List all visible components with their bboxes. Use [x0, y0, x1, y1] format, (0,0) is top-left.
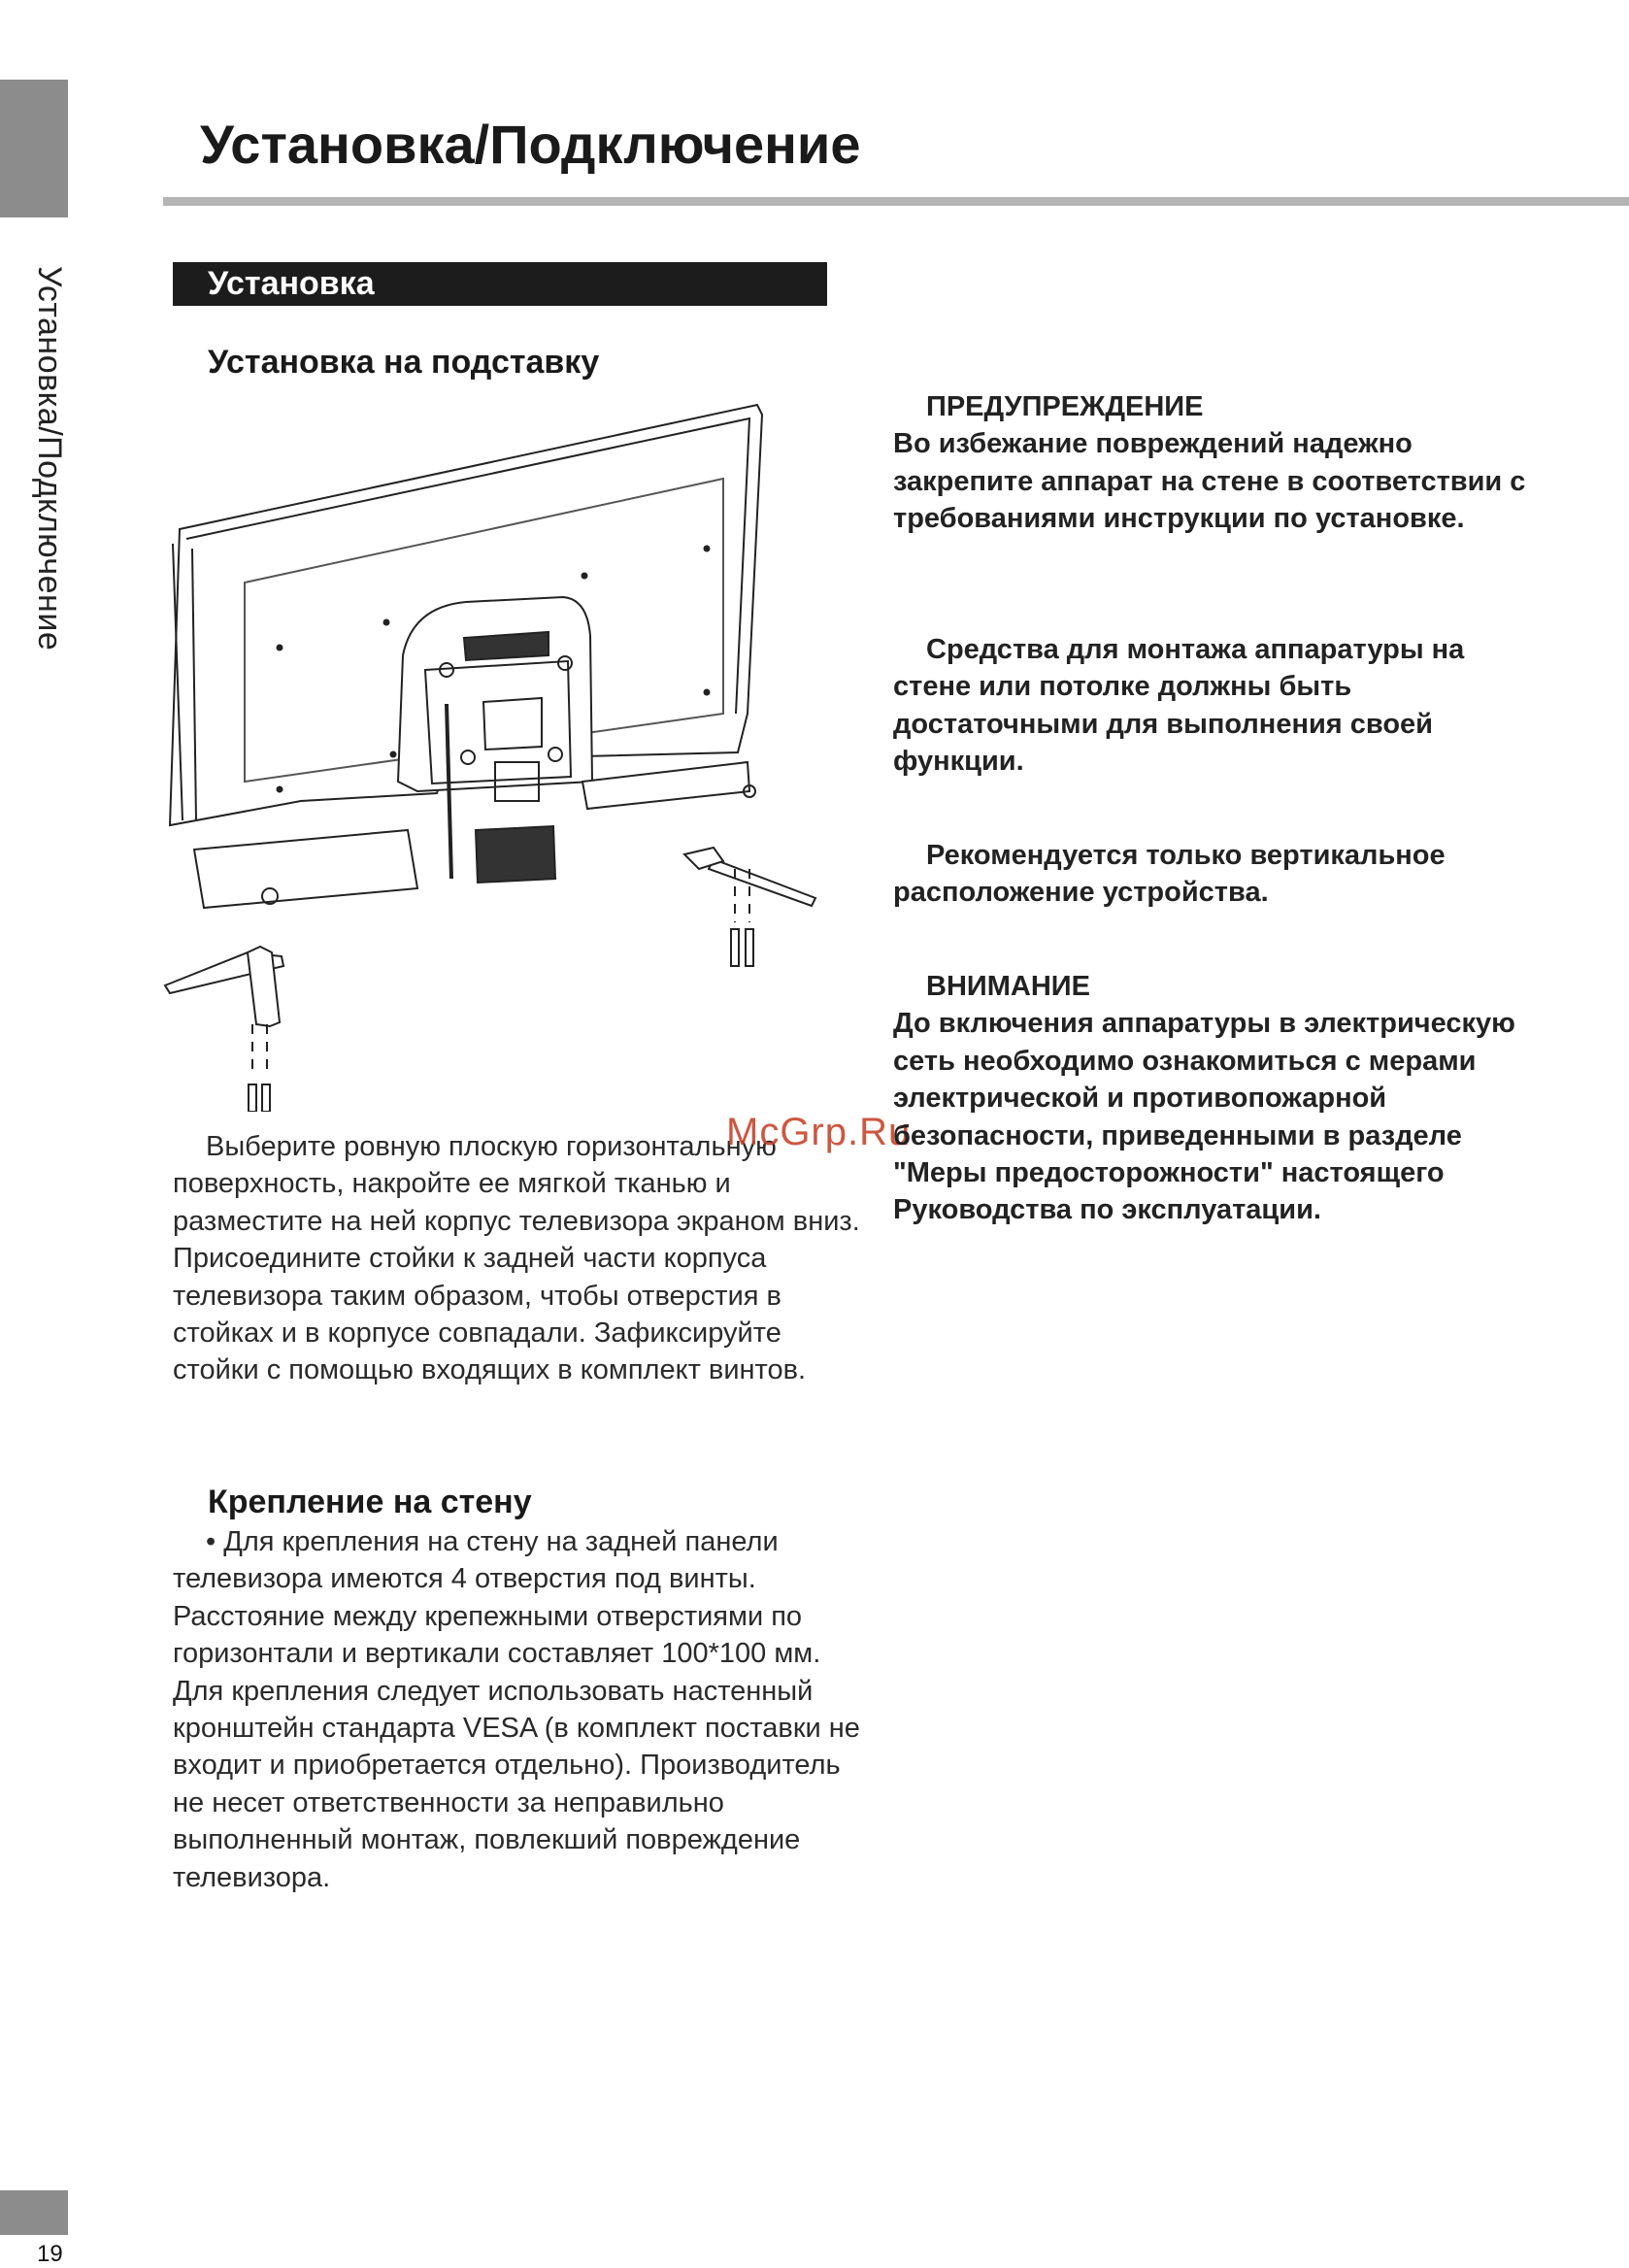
page-number: 19: [37, 2241, 63, 2267]
wall-mount-text: [173, 1523, 872, 1896]
vertical-only-text: Рекомендуется только вертикальное расположение устройства.: [893, 840, 1446, 909]
wall-mount-bullet: [173, 1523, 872, 1673]
watermark: McGrp.Ru: [726, 1111, 912, 1153]
side-tab-marker: [0, 80, 68, 217]
tv-stand-diagram: [155, 393, 845, 1112]
mount-means-text: Средства для монтажа аппаратуры на стене или потолке должны быть достаточными для выполнения своей функции.: [893, 634, 1465, 778]
side-section-label: Установка/Подключение: [31, 265, 68, 651]
wall-mount-heading: Крепление на стену: [208, 1484, 532, 1520]
attention-block: [893, 968, 1534, 1229]
stand-install-text: [173, 1128, 872, 1389]
wall-mount-paragraph: Для крепления следует использовать настенный кронштейн стандарта VESA (в комплект поставки не входит и приобретается отдельно). Производитель не несет ответственности за неправильно выполненный монтаж, повлекший повреждение телевизора.: [173, 1675, 860, 1893]
title-rule: [163, 197, 1629, 206]
warning-heading: ПРЕДУПРЕЖДЕНИЕ: [926, 391, 1204, 422]
stand-install-paragraph: Выберите ровную плоскую горизонтальную поверхность, накройте ее мягкой тканью и разместите на ней корпус телевизора экраном вниз. Присоедините стойки к задней части корпуса телевизора таким образом, чтобы отверстия в стойках и в корпусе совпадали. Зафиксируйте стойки с помощью входящих в комплект винтов.: [173, 1131, 860, 1386]
wall-mount-bullet-text: Для крепления на стену на задней панели телевизора имеются 4 отверстия под винты. Расстояние между крепежными отверстиями по горизонтали и вертикали составляет 100*100 мм.: [173, 1526, 821, 1670]
page-title: Установка/Подключение: [200, 114, 861, 175]
stand-install-heading: Установка на подставку: [208, 344, 600, 381]
attention-text: До включения аппаратуры в электрическую сеть необходимо ознакомиться с мерами электрической и противопожарной безопасности, приведенными в разделе "Меры предосторожности" настоящего Руководства по эксплуатации.: [893, 1008, 1515, 1226]
mount-means-block: [893, 631, 1534, 781]
bullet-glyph: •: [206, 1526, 224, 1557]
attention-heading: ВНИМАНИЕ: [926, 971, 1090, 1002]
section-heading-bar: Установка: [173, 262, 827, 306]
warning-text: Во избежание повреждений надежно закрепите аппарат на стене в соответствии с требованиями инструкции по установке.: [893, 428, 1526, 535]
warning-block: [893, 388, 1534, 538]
page-number-tab: [0, 2190, 68, 2235]
vertical-only-block: [893, 837, 1534, 912]
